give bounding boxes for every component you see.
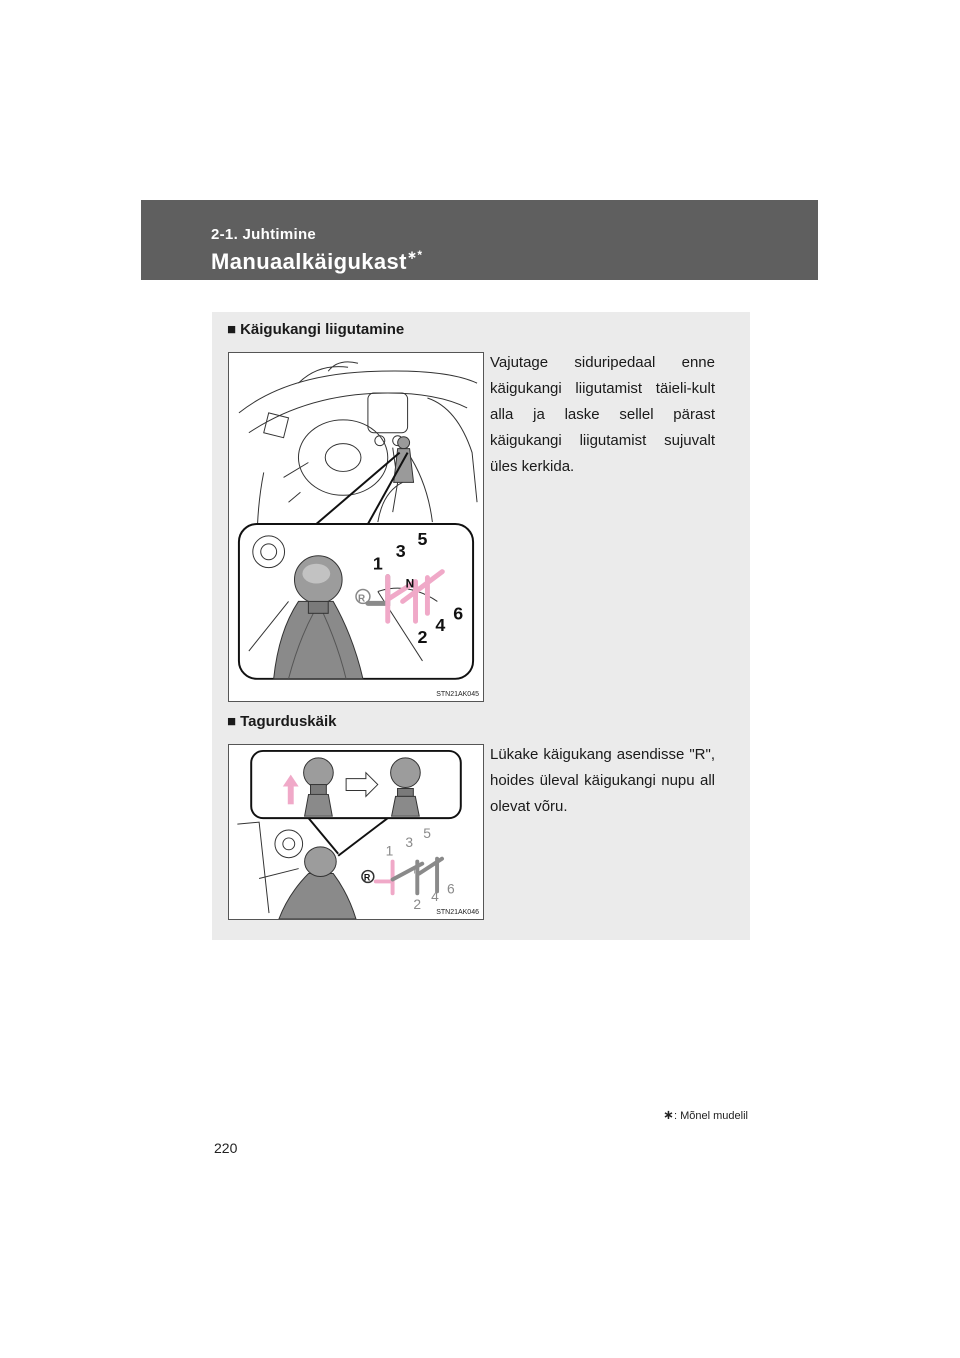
gear-label-4: 4	[435, 615, 446, 636]
title-asterisk: ∗*	[406, 247, 423, 262]
instruction-text-shifting: Vajutage siduripedaal enne käigukangi liigutamist täieli-kult alla ja laske sellel pärast käigukangi liigutamist sujuvalt üles kerkida.	[490, 354, 715, 475]
gear-label-6: 6	[446, 880, 455, 897]
content-panel	[212, 312, 750, 940]
gear-label-r: R	[357, 593, 366, 605]
footnote-text: : Mõnel mudelil	[674, 1110, 748, 1122]
figure-reverse-gear	[228, 744, 484, 920]
square-bullet-icon: ■	[227, 713, 237, 730]
square-bullet-icon: ■	[227, 321, 237, 338]
gear-label-1: 1	[372, 553, 383, 574]
figure-code: STN21AK046	[436, 909, 479, 916]
asterisk-icon: ∗	[663, 1107, 675, 1122]
subheading-shifting-text: Käigukangi liigutamine	[240, 321, 405, 338]
subheading-reverse	[227, 713, 336, 730]
gear-label-5: 5	[423, 824, 431, 841]
gear-label-2: 2	[413, 896, 422, 913]
page-number: 220	[214, 1140, 238, 1156]
gear-label-n: N	[413, 865, 420, 876]
gear-label-6: 6	[453, 603, 464, 624]
section-label: 2-1. Juhtimine	[211, 226, 317, 243]
gear-label-3: 3	[395, 540, 406, 561]
page-title	[211, 249, 422, 275]
gear-shift-illustration	[229, 353, 483, 701]
gear-label-5: 5	[417, 528, 428, 549]
subheading-reverse-text: Tagurduskäik	[240, 713, 337, 730]
instruction-text-reverse: Lükake käigukang asendisse "R", hoides üleval käigukangi nupu all olevat võru.	[490, 746, 715, 815]
gear-label-r: R	[363, 872, 371, 883]
gear-label-3: 3	[405, 833, 414, 850]
gear-label-4: 4	[431, 888, 439, 905]
reverse-gear-illustration	[229, 745, 483, 919]
gear-label-2: 2	[417, 627, 428, 648]
gear-label-n: N	[405, 576, 415, 591]
subheading-shifting	[227, 321, 404, 338]
figure-code: STN21AK045	[436, 691, 479, 698]
figure-gear-shift	[228, 352, 484, 702]
gear-label-1: 1	[385, 842, 394, 859]
footnote	[663, 1107, 748, 1123]
page-title-text: Manuaalkäigukast	[211, 249, 407, 274]
chapter-header	[141, 200, 818, 280]
